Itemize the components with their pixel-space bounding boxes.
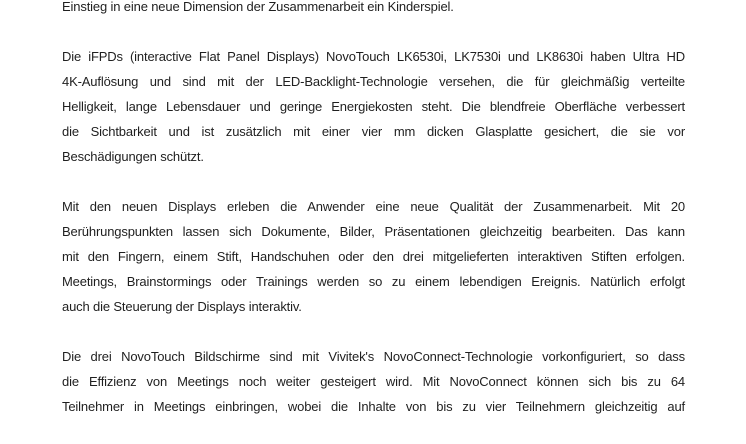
- text-line: die Effizienz von Meetings noch weiter gesteigert wird. Mit NovoConnect können sich bis zu 64: [62, 374, 685, 389]
- text-line: Die drei NovoTouch Bildschirme sind mit Vivitek's NovoConnect-Technologie vorkonfiguriert, so dass: [62, 349, 685, 364]
- text-line: Beschädigungen schützt.: [62, 149, 204, 164]
- text-line: mit den Fingern, einem Stift, Handschuhen oder den drei mitgelieferten interaktiven Stiften erfolgen.: [62, 249, 685, 264]
- paragraph: [62, 44, 685, 169]
- text-line: Teilnehmer in Meetings einbringen, wobei die Inhalte von bis zu vier Teilnehmern gleichzeitig auf: [62, 399, 685, 414]
- text-line: Die iFPDs (interactive Flat Panel Displays) NovoTouch LK6530i, LK7530i und LK8630i haben Ultra HD: [62, 49, 685, 64]
- text-line: 4K-Auflösung und sind mit der LED-Backlight-Technologie versehen, die für gleichmäßig verteilte: [62, 74, 685, 89]
- paragraph: [62, 194, 685, 319]
- paragraph: [62, 344, 685, 419]
- paragraph: [62, 0, 685, 19]
- text-line: Meetings, Brainstormings oder Trainings werden so zu einem lebendigen Ereignis. Natürlich erfolgt: [62, 274, 685, 289]
- text-line: Helligkeit, lange Lebensdauer und geringe Energiekosten steht. Die blendfreie Oberfläche verbessert: [62, 99, 685, 114]
- text-line: auch die Steuerung der Displays interaktiv.: [62, 299, 302, 314]
- document-page: [62, 0, 685, 444]
- text-line: Berührungspunkten lassen sich Dokumente, Bilder, Präsentationen gleichzeitig bearbeiten. Das kann: [62, 224, 685, 239]
- text-line: Einstieg in eine neue Dimension der Zusammenarbeit ein Kinderspiel.: [62, 0, 454, 14]
- text-line: Mit den neuen Displays erleben die Anwender eine neue Qualität der Zusammenarbeit. Mit 20: [62, 199, 685, 214]
- text-line: die Sichtbarkeit und ist zusätzlich mit einer vier mm dicken Glasplatte gesichert, die sie vor: [62, 124, 685, 139]
